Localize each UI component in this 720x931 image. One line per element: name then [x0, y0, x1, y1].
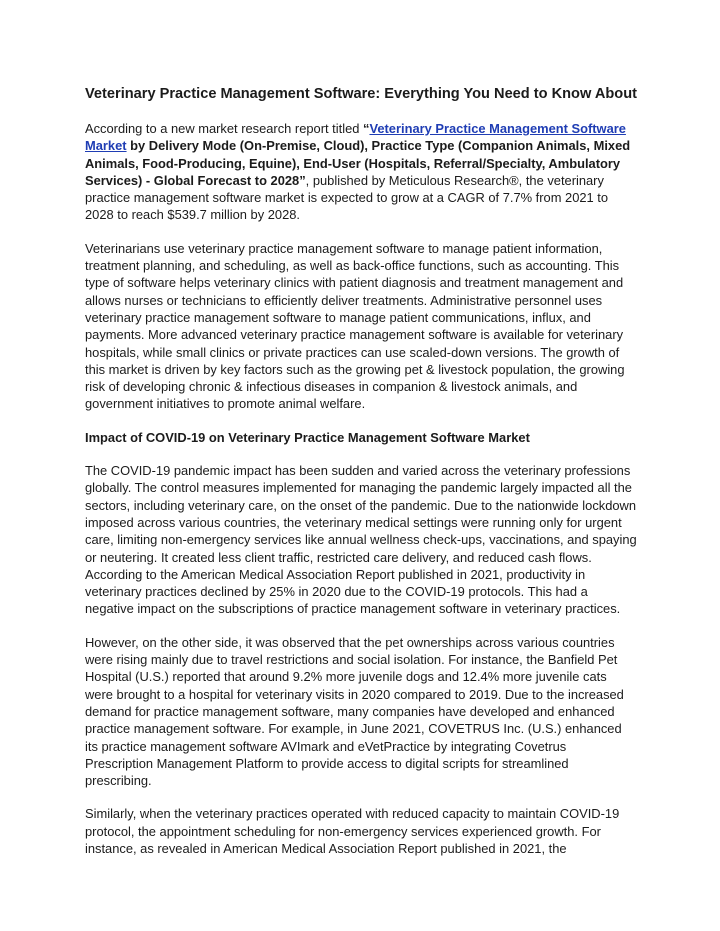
report-title-rest: by Delivery Mode (On-Premise, Cloud), Practice Type (Companion Animals, Mixed Animals, Food-Producing, Equine), End-User (Hospitals, Referral/Specialty, Ambulatory Services) - Global Forecast to 2028	[85, 138, 631, 188]
paragraph-scheduling: Similarly, when the veterinary practices operated with reduced capacity to maintain COVID-19 protocol, the appointment scheduling for non-emergency services experienced growth. For instance, as revealed in American Medical Association Report published in 2021, the	[85, 806, 620, 856]
section-heading-covid: Impact of COVID-19 on Veterinary Practice Management Software Market	[85, 429, 530, 445]
paragraph-pet-ownership: However, on the other side, it was observed that the pet ownerships across various countries were rising mainly due to travel restrictions and social isolation. For instance, the Banfield Pet Hospital (U.S.) reported that around 9.2% more juvenile dogs and 12.4% more juvenile cats were brought to a hospital for veterinary visits in 2020 compared to 2019. Due to the increased demand for practice management software, many companies have developed and enhanced practice management software. For example, in June 2021, COVETRUS Inc. (U.S.) enhanced its practice management software AVImark and eVetPractice by integrating Covetrus Prescription Management Platform to provide access to digital scripts for streamlined prescribing.	[85, 634, 624, 789]
paragraph-software-overview: Veterinarians use veterinary practice management software to manage patient information, treatment planning, and scheduling, as well as back-office functions, such as accounting. This type of software helps veterinary clinics with patient diagnosis and treatment management and allows nurses or technicians to efficiently deliver treatments. Administrative personnel uses veterinary practice management software to manage patient communications, influx, and payments. More advanced veterinary practice management software is available for veterinary hospitals, while small clinics or private practices can use scaled-down versions. The growth of this market is driven by key factors such as the growing pet & livestock population, the growing risk of developing chronic & infectious diseases in companion & livestock animals, and government initiatives to promote animal welfare.	[85, 240, 625, 412]
quote-close: ”	[299, 172, 306, 188]
paragraph-covid-impact: The COVID-19 pandemic impact has been sudden and varied across the veterinary professions globally. The control measures implemented for managing the pandemic largely impacted all the sectors, including veterinary care, on the onset of the pandemic. Due to the nationwide lockdown imposed across various countries, the veterinary medical settings were running only for urgent care, limiting non-emergency services like annual wellness check-ups, vaccinations, and spaying or neutering. It created less client traffic, restricted care delivery, and reduced cash flows. According to the American Medical Association Report published in 2021, productivity in veterinary practices declined by 25% in 2020 due to the COVID-19 protocols. This had a negative impact on the subscriptions of practice management software in veterinary practices.	[85, 463, 637, 617]
intro-tail: , published by Meticulous Research®, the veterinary practice management software market is expected to grow at a CAGR of 7.7% from 2021 to 2028 to reach $539.7 million by 2028.	[85, 172, 609, 223]
report-link[interactable]: Veterinary Practice Management Software Market	[85, 121, 626, 154]
quote-open: “	[363, 121, 370, 136]
intro-paragraph	[85, 120, 637, 224]
document-body	[85, 84, 637, 873]
intro-lead: According to a new market research report titled	[85, 121, 363, 136]
document-title: Veterinary Practice Management Software: Everything You Need to Know About	[85, 86, 637, 102]
